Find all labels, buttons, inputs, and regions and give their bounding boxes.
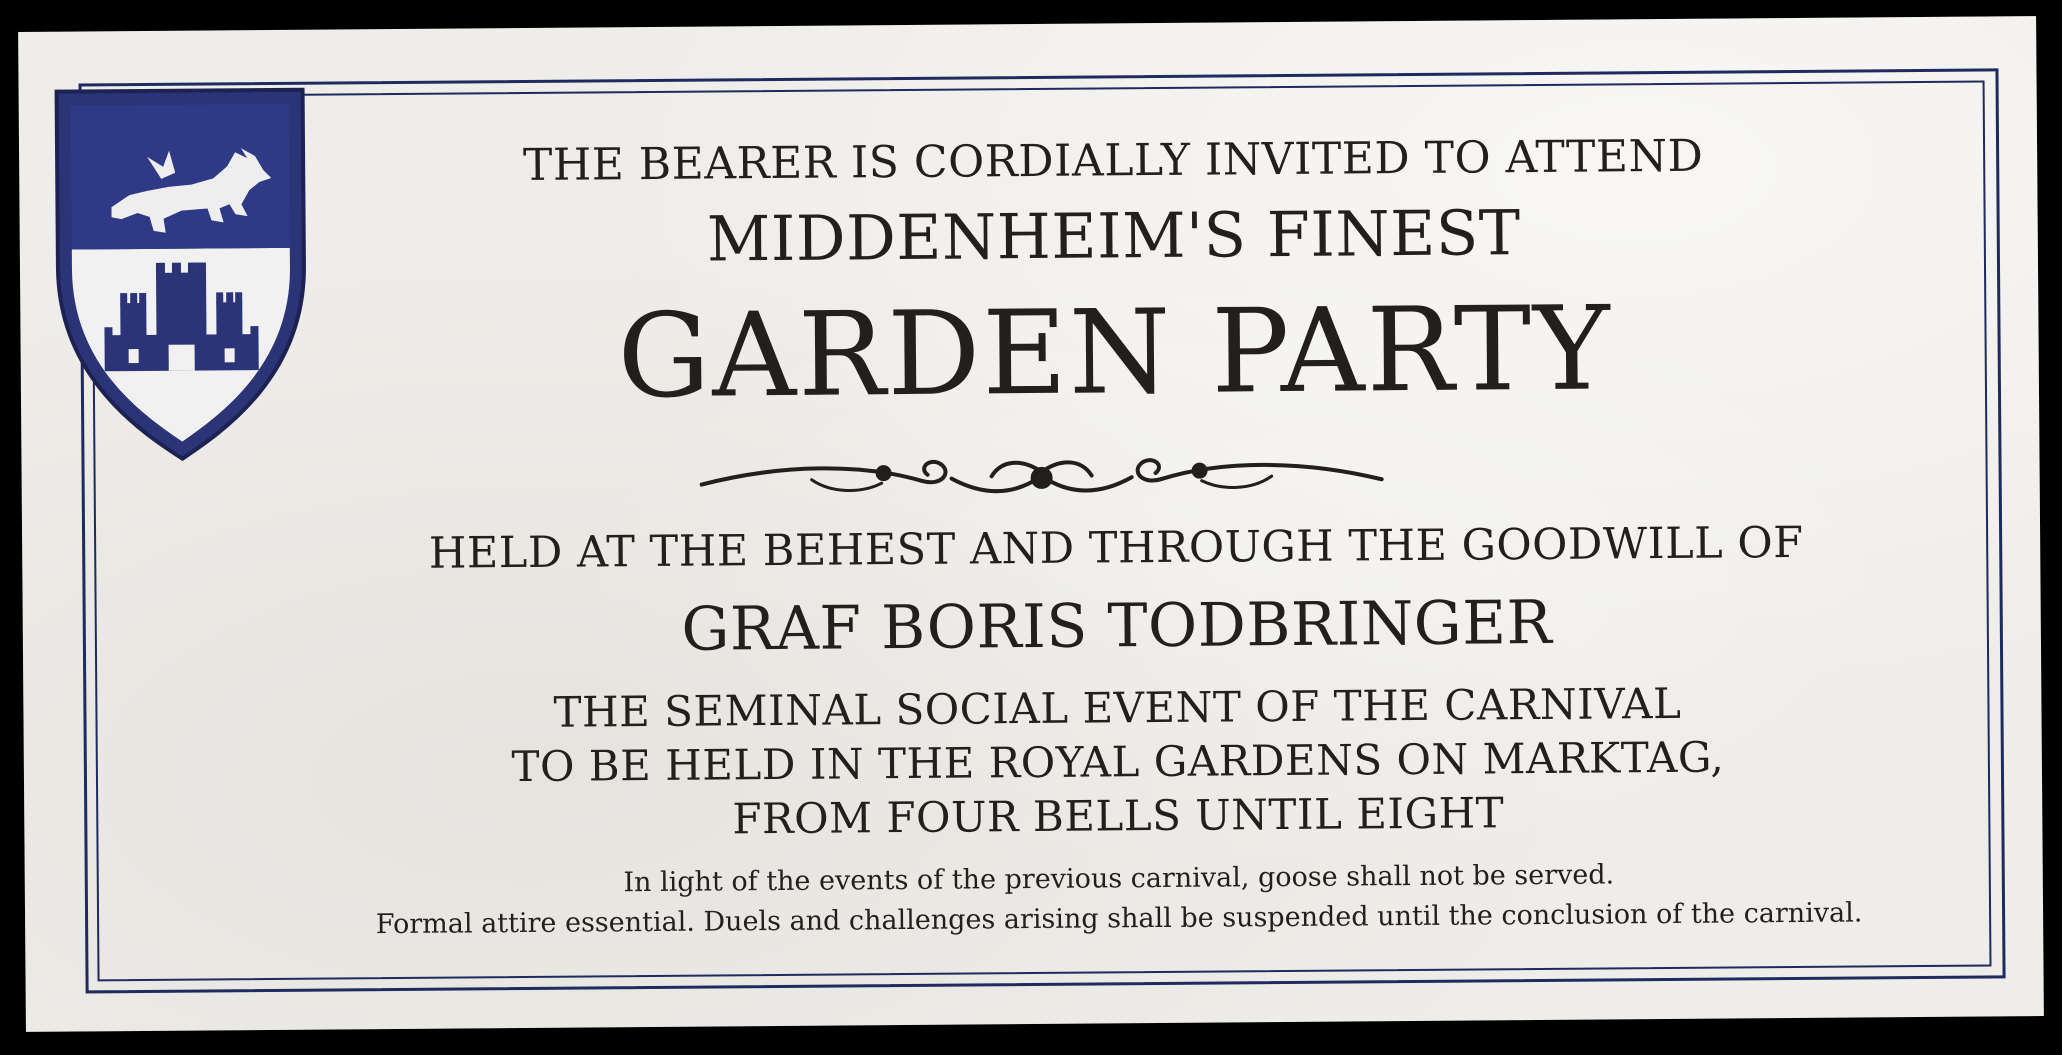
- host-name: GRAF BORIS TODBRINGER: [681, 587, 1553, 665]
- event-location: TO BE HELD IN THE ROYAL GARDENS ON MARKTAG,: [511, 732, 1725, 792]
- invitation-intro: THE BEARER IS CORDIALLY INVITED TO ATTEND: [522, 130, 1704, 191]
- event-time: FROM FOUR BELLS UNTIL EIGHT: [732, 788, 1505, 844]
- invitation-card: [18, 16, 2044, 1032]
- note-goose: In light of the events of the previous carnival, goose shall not be served.: [623, 859, 1615, 899]
- event-description: THE SEMINAL SOCIAL EVENT OF THE CARNIVAL: [553, 678, 1682, 737]
- ornamental-flourish: [691, 439, 1392, 514]
- host-intro: HELD AT THE BEHEST AND THROUGH THE GOODWILL OF: [428, 517, 1804, 579]
- note-attire: Formal attire essential. Duels and challenges arising shall be suspended until the conclusion of the carnival.: [375, 897, 1863, 941]
- event-subtitle: MIDDENHEIM'S FINEST: [706, 196, 1521, 276]
- event-title: GARDEN PARTY: [617, 281, 1613, 425]
- invitation-text: [248, 17, 1984, 1031]
